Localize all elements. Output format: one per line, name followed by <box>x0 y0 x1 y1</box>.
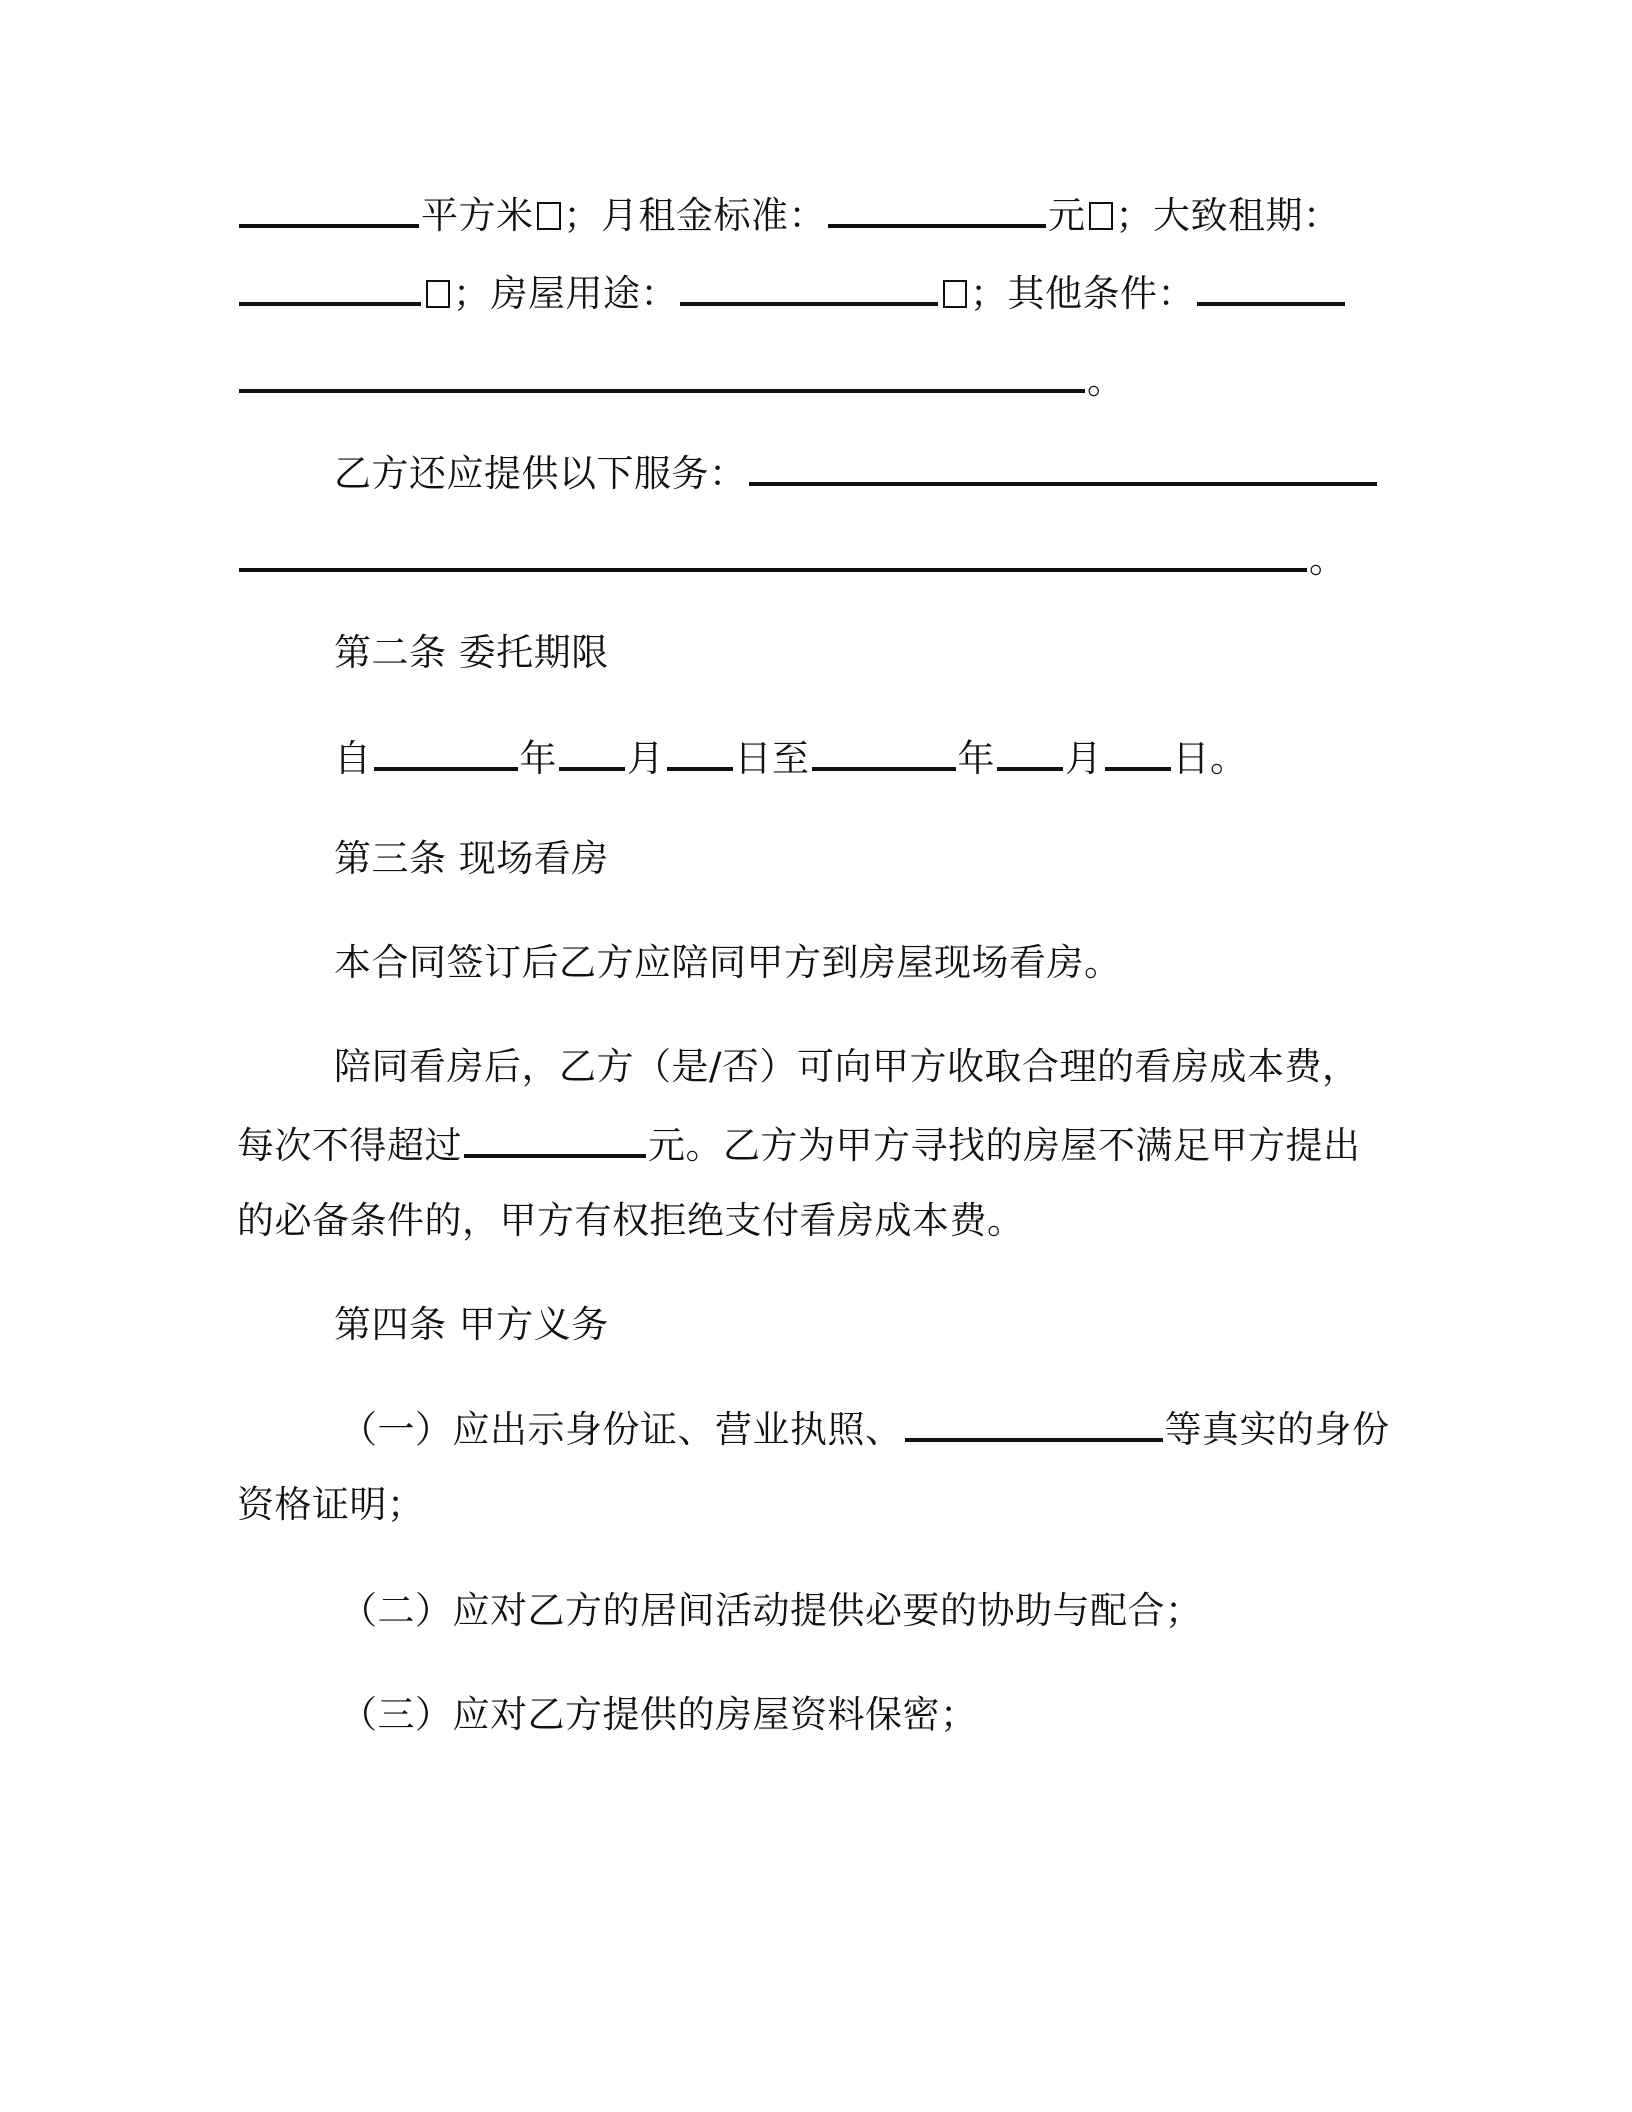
end-year-label: 年 <box>957 737 995 780</box>
start-year-blank[interactable] <box>374 733 518 771</box>
other-label: ；其他条件： <box>970 272 1195 315</box>
article2-title: 第二条 委托期限 <box>334 631 609 674</box>
area-unit: 平方米 <box>421 194 534 237</box>
terms-line-3 <box>237 355 1125 406</box>
start-day-label: 日至 <box>734 737 810 780</box>
start-day-blank[interactable] <box>667 733 733 771</box>
end-day-label: 日。 <box>1172 737 1248 780</box>
start-month-blank[interactable] <box>559 733 625 771</box>
article4-item-3: （三）应对乙方提供的房屋资料保密； <box>340 1693 978 1736</box>
terms-line-2 <box>237 268 1347 319</box>
start-year-label: 年 <box>519 737 557 780</box>
end-month-label: 月 <box>1065 737 1103 780</box>
item1-text: （一）应出示身份证、营业执照、 <box>340 1408 903 1451</box>
usage-checkbox[interactable] <box>943 280 967 308</box>
item1-rest: 等真实的身份 <box>1164 1408 1390 1451</box>
rent-blank[interactable] <box>828 190 1046 228</box>
article4-item-1-line-1 <box>340 1404 1390 1455</box>
terms-end: 。 <box>1087 359 1125 402</box>
services-line-2 <box>237 534 1347 585</box>
other-blank-continued[interactable] <box>239 355 1085 393</box>
article2-period <box>334 733 1248 784</box>
article4-item-2: （二）应对乙方的居间活动提供必要的协助与配合； <box>340 1589 1203 1632</box>
term-label: ；大致租期： <box>1115 194 1341 237</box>
services-label: 乙方还应提供以下服务： <box>334 452 747 495</box>
end-year-blank[interactable] <box>812 733 956 771</box>
rent-checkbox[interactable] <box>1089 202 1113 230</box>
services-end: 。 <box>1309 538 1347 581</box>
usage-blank[interactable] <box>680 268 938 306</box>
term-checkbox[interactable] <box>426 280 450 308</box>
area-blank[interactable] <box>239 190 419 228</box>
article3-paragraph-1: 本合同签订后乙方应陪同甲方到房屋现场看房。 <box>334 941 1122 984</box>
usage-label: ；房屋用途： <box>453 272 678 315</box>
article4-title: 第四条 甲方义务 <box>334 1303 609 1346</box>
term-blank[interactable] <box>239 268 421 306</box>
terms-line-1 <box>237 190 1341 241</box>
article3-paragraph-2-line-1: 陪同看房后，乙方（是/否）可向甲方收取合理的看房成本费， <box>334 1045 1360 1088</box>
services-blank[interactable] <box>749 448 1377 486</box>
id-document-blank[interactable] <box>905 1404 1163 1442</box>
article3-paragraph-2-line-2 <box>237 1120 1361 1171</box>
other-blank[interactable] <box>1197 268 1345 306</box>
article3-title: 第三条 现场看房 <box>334 837 609 880</box>
start-month-label: 月 <box>627 737 665 780</box>
period-from: 自 <box>334 737 372 780</box>
fee-limit-blank[interactable] <box>464 1120 646 1158</box>
end-month-blank[interactable] <box>997 733 1063 771</box>
area-checkbox[interactable] <box>537 202 561 230</box>
rent-unit: 元 <box>1048 194 1086 237</box>
services-line-1 <box>334 448 1379 499</box>
fee-limit-rest: 元。乙方为甲方寻找的房屋不满足甲方提出 <box>648 1124 1361 1167</box>
rent-label: ；月租金标准： <box>563 194 826 237</box>
services-blank-continued[interactable] <box>239 534 1307 572</box>
article4-item-1-line-2: 资格证明； <box>237 1483 425 1526</box>
article3-paragraph-2-line-3: 的必备条件的，甲方有权拒绝支付看房成本费。 <box>237 1199 1025 1242</box>
end-day-blank[interactable] <box>1105 733 1171 771</box>
fee-limit-label: 每次不得超过 <box>237 1124 462 1167</box>
